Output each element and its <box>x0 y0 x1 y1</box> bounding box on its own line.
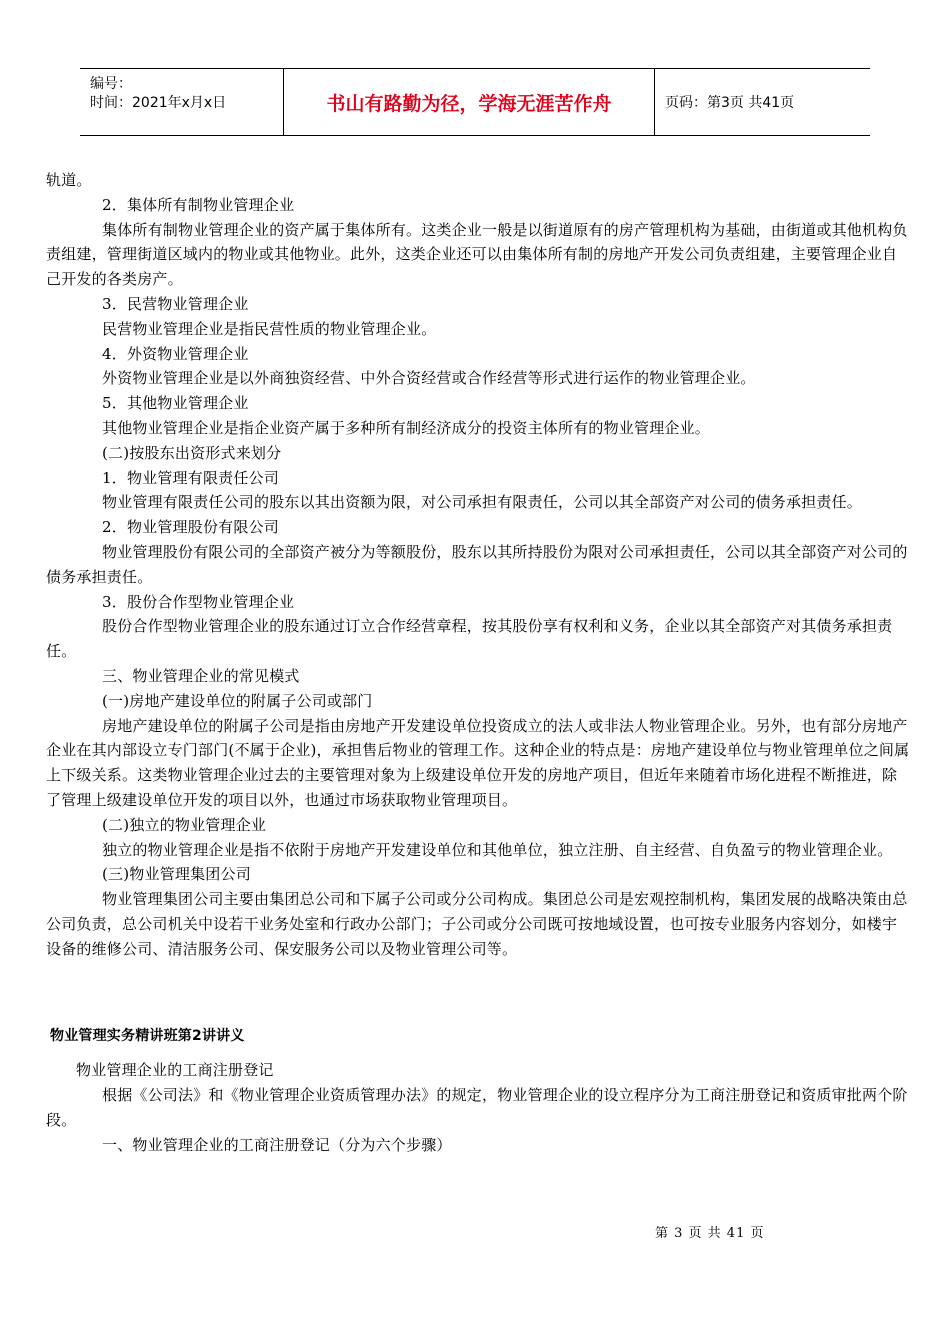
paragraph: 民营物业管理企业是指民营性质的物业管理企业。 <box>102 319 437 338</box>
spacer <box>46 962 910 1024</box>
paragraph: 物业管理股份有限公司的全部资产被分为等额股份，股东以其所持股份为限对公司承担责任，公司以其全部资产对公司的债务承担责任。 <box>46 542 908 586</box>
header-meta <box>80 69 283 135</box>
document-body <box>46 168 910 1157</box>
subheading: 1．物业管理有限责任公司 <box>102 468 279 487</box>
header-motto: 书山有路勤为径，学海无涯苦作舟 <box>283 69 655 135</box>
header-page-info: 页码：第3页 共41页 <box>665 95 795 111</box>
subheading: 3．股份合作型物业管理企业 <box>102 592 295 611</box>
lecture-title: 物业管理实务精讲班第2讲讲义 <box>50 1027 245 1044</box>
subheading: 2．物业管理股份有限公司 <box>102 518 279 537</box>
section-heading: (二)按股东出资形式来划分 <box>102 443 282 462</box>
section-heading: (二)独立的物业管理企业 <box>102 815 267 834</box>
section-heading: (一)房地产建设单位的附属子公司或部门 <box>102 691 373 710</box>
paragraph: 物业管理集团公司主要由集团总公司和下属子公司或分公司构成。集团总公司是宏观控制机构，集团发展的战略决策由总公司负责，总公司机关中设若干业务处室和行政办公部门；子公司或分公司既可按地域设置，也可按专业服务内容划分，如楼宇设备的维修公司、清洁服务公司、保安服务公司以及物业管理公司等。 <box>46 890 908 958</box>
paragraph: 根据《公司法》和《物业管理企业资质管理办法》的规定，物业管理企业的设立程序分为工商注册登记和资质审批两个阶段。 <box>46 1086 908 1129</box>
paragraph: 物业管理有限责任公司的股东以其出资额为限，对公司承担有限责任，公司以其全部资产对公司的债务承担责任。 <box>102 493 863 512</box>
paragraph: 外资物业管理企业是以外商独资经营、中外合资经营或合作经营等形式进行运作的物业管理企业。 <box>102 369 756 388</box>
page-footer: 第 3 页 共 41 页 <box>655 1226 765 1241</box>
subheading: 2．集体所有制物业管理企业 <box>102 195 295 214</box>
page-header <box>80 68 870 136</box>
subheading: 5．其他物业管理企业 <box>102 394 249 413</box>
section-heading: 一、物业管理企业的工商注册登记（分为六个步骤） <box>102 1135 452 1154</box>
paragraph: 股份合作型物业管理企业的股东通过订立合作经营章程，按其股份享有权利和义务，企业以其全部资产对其债务承担责任。 <box>46 617 893 661</box>
paragraph: 房地产建设单位的附属子公司是指由房地产开发建设单位投资成立的法人或非法人物业管理企业。另外，也有部分房地产企业在其内部设立专门部门(不属于企业)，承担售后物业的管理工作。这种企业的特点是：房地产建设单位与物业管理单位之间属上下级关系。这类物业管理企业过去的主要管理对象为上级建设单位开发的房地产项目，但近年来随着市场化进程不断推进，除了管理上级建设单位开发的项目以外，也通过市场获取物业管理项目。 <box>46 716 910 809</box>
paragraph: 其他物业管理企业是指企业资产属于多种所有制经济成分的投资主体所有的物业管理企业。 <box>102 418 711 437</box>
section-heading: 三、物业管理企业的常见模式 <box>102 666 300 685</box>
paragraph: 轨道。 <box>46 171 92 189</box>
section-heading: (三)物业管理集团公司 <box>102 865 251 884</box>
spacer <box>46 1048 910 1058</box>
paragraph: 集体所有制物业管理企业的资产属于集体所有。这类企业一般是以街道原有的房产管理机构为基础，由街道或其他机构负责组建，管理街道区域内的物业或其他物业。此外，这类企业还可以由集体所有制的房地产开发公司负责组建，主要管理企业自己开发的各类房产。 <box>46 220 908 289</box>
subheading: 4．外资物业管理企业 <box>102 344 249 363</box>
header-date: 时间：2021年x月x日 <box>90 95 227 111</box>
paragraph: 独立的物业管理企业是指不依附于房地产开发建设单位和其他单位，独立注册、自主经营、自负盈亏的物业管理企业。 <box>102 840 893 859</box>
lecture-subtitle: 物业管理企业的工商注册登记 <box>76 1061 274 1080</box>
header-number: 编号： <box>90 76 132 92</box>
subheading: 3．民营物业管理企业 <box>102 294 249 313</box>
